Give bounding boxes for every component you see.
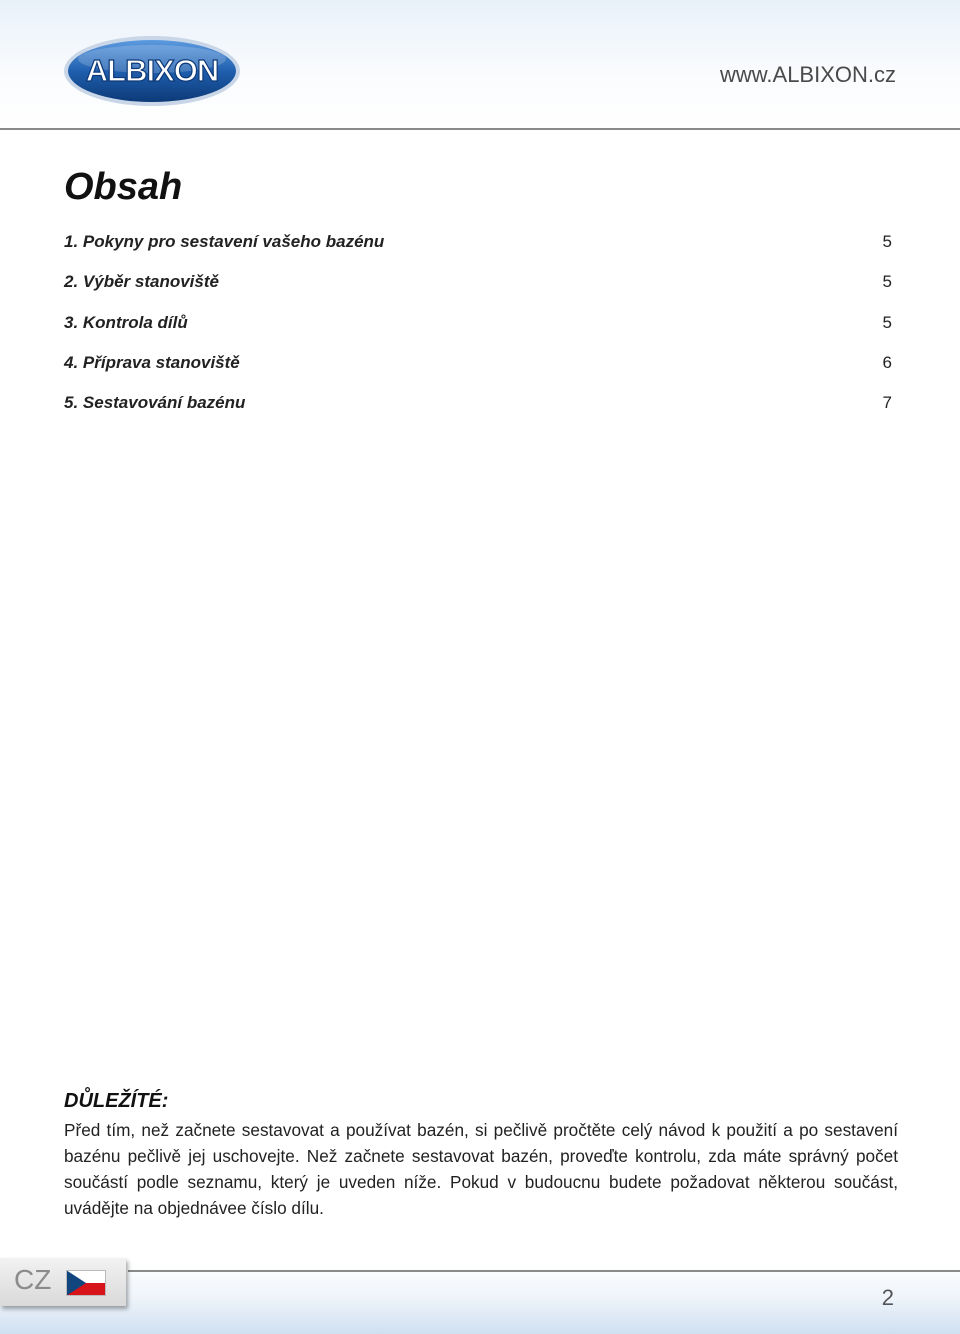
page-footer	[0, 1262, 960, 1334]
toc-item-label: 1. Pokyny pro sestavení vašeho bazénu	[64, 232, 385, 251]
toc-item-page: 5	[882, 232, 892, 251]
important-notice: Před tím, než začnete sestavovat a používat bazén, si pečlivě pročtěte celý návod k použití a po sestavení bazénu pečlivě jej uschovejte. Než začnete sestavovat bazén, proveďte kontrolu, zda máte správný počet součástí podle seznamu, který je uveden níže. Pokud v budoucnu budete požadovat některou součást, uvádějte na objednávee číslo dílu.	[64, 1120, 898, 1218]
footer-divider	[128, 1270, 960, 1272]
toc-item[interactable]	[64, 353, 894, 393]
toc-item-page: 7	[882, 393, 892, 413]
toc-item-label: 3. Kontrola dílů	[64, 312, 188, 332]
toc-item-label: 5. Sestavování bazénu	[64, 393, 246, 413]
toc-item[interactable]	[64, 272, 894, 312]
page-header	[0, 0, 960, 130]
toc-item-page: 5	[882, 312, 892, 332]
albixon-logo	[62, 34, 242, 108]
czech-flag-icon	[66, 1270, 106, 1296]
language-code: CZ	[14, 1264, 52, 1295]
table-of-contents	[64, 232, 894, 433]
logo-text: ALBIXON	[85, 53, 219, 88]
site-url[interactable]: www.ALBIXON.cz	[719, 62, 896, 87]
page-number: 2	[881, 1285, 894, 1310]
toc-item[interactable]	[64, 313, 894, 353]
toc-item-label: 2. Výběr stanoviště	[64, 272, 219, 292]
important-heading: DŮLEŽÍTÉ:	[64, 1090, 169, 1112]
toc-item-label: 4. Příprava stanoviště	[64, 352, 240, 372]
toc-item[interactable]	[64, 232, 894, 272]
toc-item[interactable]	[64, 393, 894, 433]
toc-item-page: 6	[882, 352, 892, 372]
page-title: Obsah	[64, 166, 183, 208]
toc-item-page: 5	[882, 272, 892, 292]
